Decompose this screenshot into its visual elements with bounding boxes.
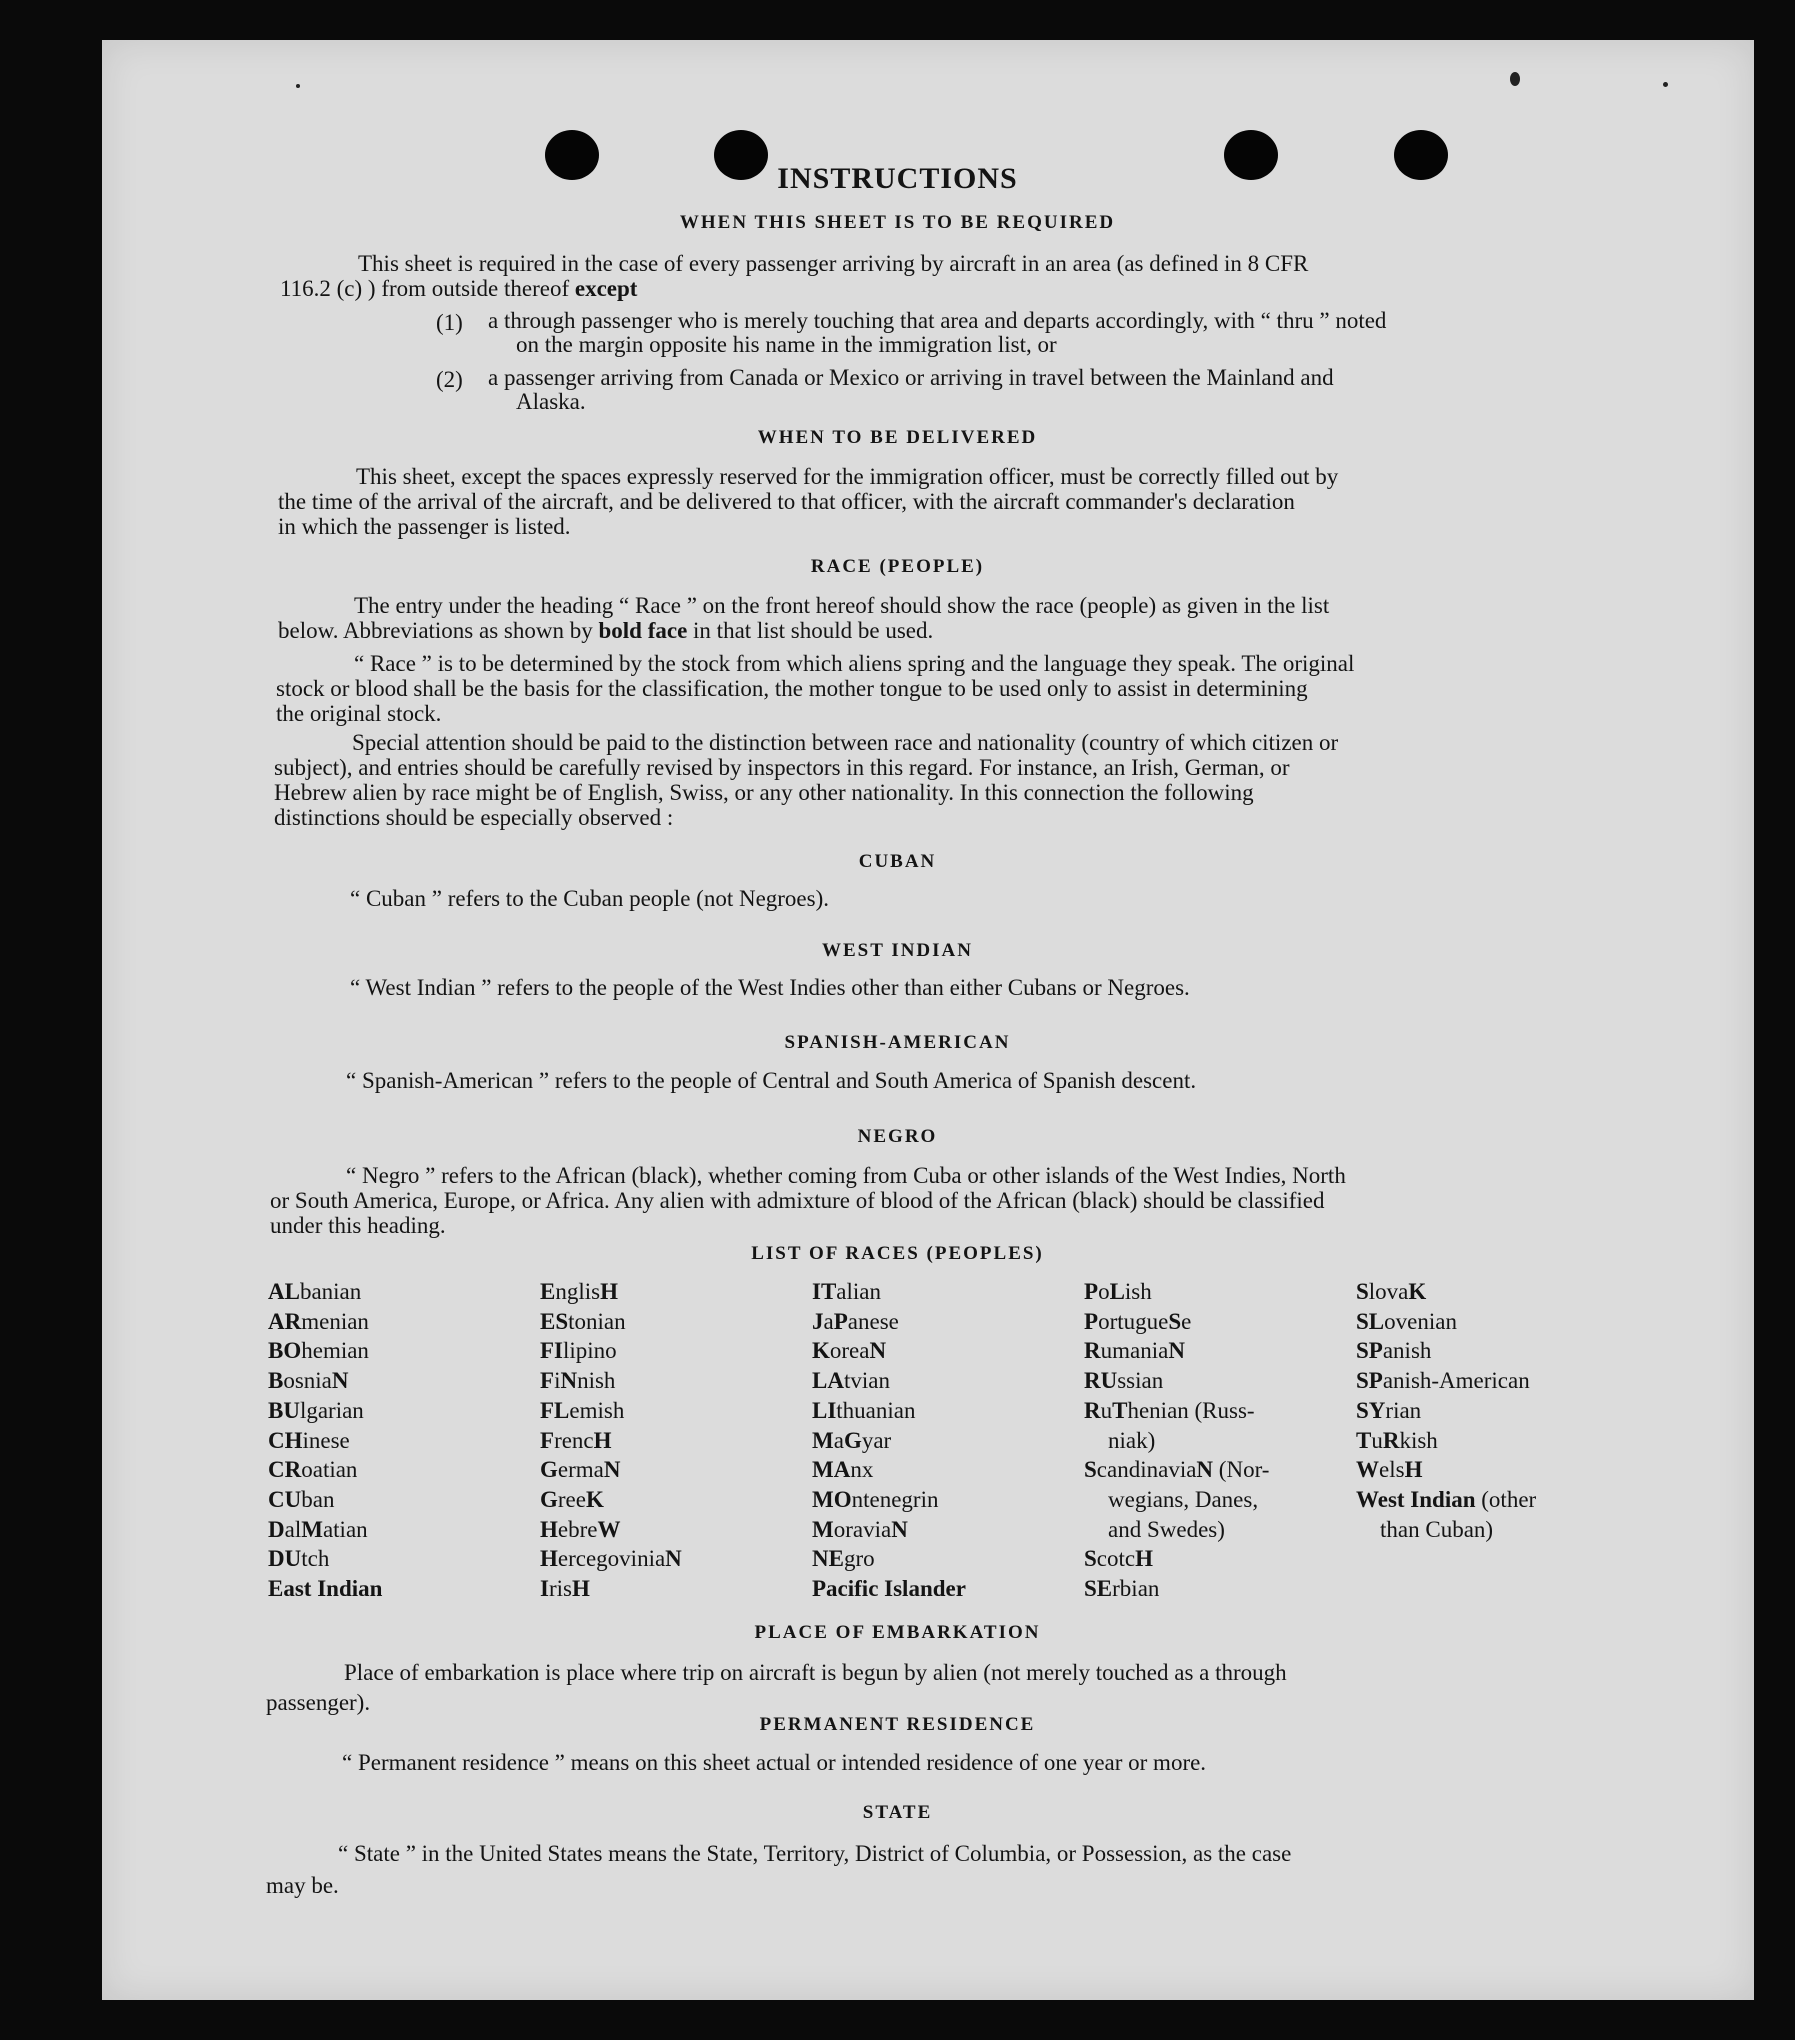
race-text: ebre <box>557 1516 598 1542</box>
race-list-item <box>1356 1515 1536 1545</box>
abbreviation-text: CR <box>268 1457 302 1483</box>
abbreviation-text: G <box>540 1486 558 1512</box>
abbreviation-text: R <box>1084 1397 1101 1423</box>
text-line: a through passenger who is merely touching that area and departs accordingly, with “ thru ” noted <box>488 308 1387 333</box>
text-line: This sheet is required in the case of every passenger arriving by aircraft in an area (as defined in 8 CFR <box>358 251 1309 276</box>
race-list-item <box>1356 1307 1536 1337</box>
section-heading-delivered: WHEN TO BE DELIVERED <box>757 427 1038 448</box>
text-line: passenger). <box>266 1690 371 1715</box>
race-text: e <box>1181 1308 1192 1334</box>
race-text: ris <box>548 1576 572 1602</box>
race-text: erma <box>557 1457 604 1483</box>
abbreviation-text: N <box>603 1457 621 1483</box>
race-list-item <box>268 1396 382 1426</box>
abbreviation-text: ES <box>540 1308 569 1334</box>
race-list-item <box>268 1277 382 1307</box>
race-list-item <box>268 1426 382 1456</box>
abbreviation-text: NE <box>812 1546 844 1572</box>
abbreviation-text: H <box>1404 1457 1423 1483</box>
race-text: lgarian <box>299 1397 364 1423</box>
abbreviation-text: M <box>301 1516 323 1542</box>
race-list-item <box>268 1485 382 1515</box>
section-heading-spanish-american: SPANISH-AMERICAN <box>784 1032 1011 1053</box>
race-text: renc <box>554 1427 594 1453</box>
text-line: subject), and entries should be carefully revised by inspectors in this regard. For instance, an Irish, German, or <box>274 755 1290 780</box>
race-text: nx <box>850 1457 874 1483</box>
race-text: banian <box>299 1279 362 1304</box>
race-text: than Cuban) <box>1380 1516 1494 1542</box>
text-line: 116.2 (c) ) from outside thereof <box>280 276 570 301</box>
abbreviation-text: B <box>268 1368 284 1394</box>
race-text: ree <box>557 1486 586 1512</box>
abbreviation-text: CH <box>268 1427 303 1453</box>
race-text: thuanian <box>836 1397 916 1423</box>
abbreviation-text: H <box>540 1516 558 1542</box>
race-text: hemian <box>301 1338 369 1364</box>
text-line: on the margin opposite his name in the immigration list, or <box>516 332 1057 357</box>
race-column-1 <box>268 1277 382 1604</box>
race-text: ortugue <box>1098 1308 1169 1334</box>
abbreviation-text: K <box>1408 1279 1427 1304</box>
race-list-item <box>540 1455 682 1485</box>
abbreviation-text: Pacific Islander <box>812 1576 966 1602</box>
section-heading-embarkation: PLACE OF EMBARKATION <box>754 1622 1041 1643</box>
race-paragraph-1 <box>278 593 1586 643</box>
abbreviation-text: N <box>560 1368 578 1394</box>
abbreviation-text: IT <box>812 1279 837 1304</box>
abbreviation-text: BU <box>268 1397 300 1423</box>
race-column-5 <box>1356 1277 1536 1544</box>
cuban-text: “ Cuban ” refers to the Cuban people (not Negroes). <box>350 886 830 911</box>
text-line: may be. <box>266 1873 339 1898</box>
race-text: osnia <box>283 1368 332 1394</box>
race-text: anish <box>1382 1338 1432 1364</box>
abbreviation-text: SL <box>1356 1308 1385 1334</box>
race-text: (Nor- <box>1213 1457 1270 1483</box>
bold-text: bold face <box>598 618 688 643</box>
race-text: rbian <box>1112 1576 1160 1602</box>
race-text: a <box>833 1427 844 1453</box>
abbreviation-text: T <box>1112 1397 1128 1423</box>
abbreviation-text: G <box>843 1427 862 1453</box>
race-text: niak) <box>1108 1427 1156 1453</box>
race-list-item <box>812 1574 966 1604</box>
race-list-item <box>1084 1544 1269 1574</box>
race-list-item <box>1356 1277 1536 1307</box>
speck <box>1510 72 1520 86</box>
abbreviation-text: West Indian <box>1356 1486 1476 1512</box>
abbreviation-text: SP <box>1356 1338 1383 1364</box>
abbreviation-text: MA <box>812 1457 851 1483</box>
abbreviation-text: T <box>1356 1427 1372 1453</box>
speck <box>296 84 300 88</box>
race-list-item <box>1084 1336 1269 1366</box>
text-line: stock or blood shall be the basis for the classification, the mother tongue to be used only to assist in determining <box>276 676 1308 701</box>
race-list-item <box>268 1307 382 1337</box>
race-list-item <box>540 1366 682 1396</box>
text-line: Special attention should be paid to the distinction between race and nationality (country of which citizen or <box>352 730 1339 755</box>
item-number: (1) <box>436 310 463 335</box>
race-text: u <box>1371 1427 1383 1453</box>
race-text: inese <box>302 1427 350 1453</box>
negro-text <box>270 1163 1580 1238</box>
abbreviation-text: P <box>1084 1279 1099 1304</box>
section-heading-state: STATE <box>862 1802 933 1823</box>
abbreviation-text: H <box>600 1279 618 1304</box>
abbreviation-text: L <box>1109 1279 1125 1304</box>
abbreviation-text: LI <box>812 1397 837 1423</box>
abbreviation-text: K <box>812 1338 830 1364</box>
race-text: nish <box>577 1368 616 1394</box>
race-list-item <box>1084 1277 1269 1307</box>
abbreviation-text: E <box>540 1279 556 1304</box>
text-line: the original stock. <box>276 701 442 726</box>
section-heading-negro: NEGRO <box>857 1126 938 1147</box>
abbreviation-text: SP <box>1356 1368 1383 1394</box>
race-list-item <box>1084 1515 1269 1545</box>
abbreviation-text: M <box>812 1427 834 1453</box>
race-text: henian (Russ- <box>1127 1397 1255 1423</box>
abbreviation-text: East Indian <box>268 1576 383 1602</box>
race-text: alian <box>836 1279 881 1304</box>
text-line: “ Race ” is to be determined by the stock from which aliens spring and the language they speak. The original <box>354 651 1355 676</box>
abbreviation-text: D <box>268 1516 285 1542</box>
race-text: tvian <box>843 1368 890 1394</box>
abbreviation-text: S <box>1084 1457 1097 1483</box>
race-list-item <box>812 1426 966 1456</box>
abbreviation-text: AL <box>268 1279 300 1304</box>
race-list-item <box>268 1544 382 1574</box>
race-text: (other <box>1475 1486 1537 1512</box>
abbreviation-text: P <box>833 1308 848 1334</box>
race-text: al <box>284 1516 302 1542</box>
race-text: ovenian <box>1384 1308 1457 1334</box>
abbreviation-text: FL <box>540 1397 570 1423</box>
race-column-3 <box>812 1277 966 1604</box>
abbreviation-text: R <box>1084 1338 1101 1364</box>
text-line: in that list should be used. <box>693 618 934 643</box>
race-text: u <box>1100 1397 1113 1423</box>
abbreviation-text: F <box>540 1427 555 1453</box>
race-list-item <box>540 1396 682 1426</box>
abbreviation-text: G <box>540 1457 558 1483</box>
race-list-item <box>812 1366 966 1396</box>
text-line: under this heading. <box>270 1213 446 1238</box>
race-text: ntenegrin <box>851 1486 939 1512</box>
abbreviation-text: AR <box>268 1308 302 1334</box>
abbreviation-text: FI <box>540 1338 563 1364</box>
race-text: kish <box>1399 1427 1438 1453</box>
abbreviation-text: K <box>585 1486 604 1512</box>
race-list-item <box>1356 1396 1536 1426</box>
abbreviation-text: BO <box>268 1338 302 1364</box>
race-text: lova <box>1368 1279 1409 1304</box>
race-text: els <box>1379 1457 1405 1483</box>
race-text: oravia <box>833 1516 892 1542</box>
abbreviation-text: MO <box>812 1486 852 1512</box>
section-heading-list: LIST OF RACES (PEOPLES) <box>751 1243 1044 1264</box>
text-line: “ State ” in the United States means the State, Territory, District of Columbia, or Possession, as the case <box>338 1841 1292 1866</box>
race-text: ercegovinia <box>557 1546 666 1572</box>
race-list-item <box>1356 1366 1536 1396</box>
abbreviation-text: H <box>540 1546 558 1572</box>
race-text: a <box>823 1308 834 1334</box>
race-text: ish <box>1124 1279 1152 1304</box>
race-list-item <box>540 1336 682 1366</box>
abbreviation-text: RU <box>1084 1368 1118 1394</box>
item-number: (2) <box>436 367 463 392</box>
race-text: and Swedes) <box>1108 1516 1225 1542</box>
race-list-item <box>1356 1485 1536 1515</box>
abbreviation-text: CU <box>268 1486 302 1512</box>
race-list-item <box>540 1426 682 1456</box>
race-list-item <box>540 1307 682 1337</box>
race-text: tonian <box>568 1308 626 1334</box>
abbreviation-text: S <box>1356 1279 1369 1304</box>
residence-text: “ Permanent residence ” means on this sheet actual or intended residence of one year or more. <box>342 1750 1207 1775</box>
west-indian-text: “ West Indian ” refers to the people of the West Indies other than either Cubans or Negroes. <box>350 975 1190 1000</box>
race-text: emish <box>569 1397 625 1423</box>
text-line: This sheet, except the spaces expressly reserved for the immigration officer, must be correctly filled out by <box>356 464 1339 489</box>
race-list-item <box>540 1544 682 1574</box>
race-list-item <box>812 1307 966 1337</box>
bold-text: except <box>574 276 638 301</box>
race-text: lipino <box>563 1338 617 1364</box>
text-line: distinctions should be especially observed : <box>274 805 674 830</box>
delivered-text <box>278 464 1586 539</box>
race-paragraph-3 <box>274 730 1584 830</box>
abbreviation-text: N <box>1168 1338 1185 1364</box>
required-item-2 <box>488 366 1590 414</box>
abbreviation-text: S <box>1168 1308 1182 1334</box>
abbreviation-text: P <box>1084 1308 1099 1334</box>
race-column-2 <box>540 1277 682 1604</box>
race-list-item <box>1084 1455 1269 1485</box>
abbreviation-text: N <box>891 1516 908 1542</box>
text-line: or South America, Europe, or Africa. Any alien with admixture of blood of the African (black) should be classified <box>270 1188 1325 1213</box>
abbreviation-text: F <box>540 1368 555 1394</box>
race-list-item <box>1084 1307 1269 1337</box>
race-list-item <box>540 1515 682 1545</box>
abbreviation-text: LA <box>812 1368 844 1394</box>
race-list-item <box>268 1455 382 1485</box>
race-paragraph-2 <box>276 651 1586 726</box>
race-text: anish-American <box>1382 1368 1530 1394</box>
race-text: i <box>554 1368 561 1394</box>
abbreviation-text: W <box>1356 1457 1379 1483</box>
abbreviation-text: N <box>331 1368 349 1394</box>
required-item-1 <box>488 309 1590 357</box>
text-line: in which the passenger is listed. <box>278 514 571 539</box>
race-list-item <box>812 1396 966 1426</box>
abbreviation-text: J <box>812 1308 824 1334</box>
race-list-item <box>540 1574 682 1604</box>
race-text: cotc <box>1096 1546 1136 1572</box>
race-list-item <box>540 1277 682 1307</box>
race-text: gro <box>843 1546 875 1572</box>
race-list-item <box>268 1515 382 1545</box>
race-list-item <box>1084 1366 1269 1396</box>
text-line: Alaska. <box>516 389 586 414</box>
text-line: “ Negro ” refers to the African (black), whether coming from Cuba or other islands of the West Indies, North <box>346 1163 1346 1188</box>
abbreviation-text: H <box>571 1576 590 1602</box>
race-list-item <box>1356 1455 1536 1485</box>
speck <box>1663 82 1668 87</box>
race-list-item <box>812 1515 966 1545</box>
required-intro <box>280 251 1620 301</box>
abbreviation-text: N <box>869 1338 887 1364</box>
section-heading-residence: PERMANENT RESIDENCE <box>759 1714 1036 1735</box>
embarkation-text <box>266 1658 1576 1718</box>
race-list-item <box>1084 1396 1269 1426</box>
race-list-item <box>1084 1426 1269 1456</box>
race-text: atian <box>322 1516 368 1542</box>
text-line: Place of embarkation is place where trip on aircraft is begun by alien (not merely touched as a through <box>344 1660 1287 1685</box>
race-list-item <box>1084 1574 1269 1604</box>
text-line: below. Abbreviations as shown by <box>278 618 593 643</box>
race-text: ban <box>301 1486 335 1512</box>
abbreviation-text: R <box>1382 1427 1400 1453</box>
text-line: the time of the arrival of the aircraft, and be delivered to that officer, with the aircraft commander's declaration <box>278 489 1295 514</box>
race-list-item <box>268 1336 382 1366</box>
abbreviation-text: N <box>1196 1457 1214 1483</box>
race-text: ssian <box>1117 1368 1164 1394</box>
race-list-item <box>1356 1336 1536 1366</box>
race-list-item <box>268 1574 382 1604</box>
race-column-4 <box>1084 1277 1269 1604</box>
race-list-item <box>812 1485 966 1515</box>
abbreviation-text: I <box>540 1576 549 1602</box>
abbreviation-text: H <box>1135 1546 1153 1572</box>
section-heading-cuban: CUBAN <box>858 851 937 872</box>
race-text: rian <box>1385 1397 1422 1423</box>
race-text: menian <box>301 1308 369 1334</box>
abbreviation-text: W <box>597 1516 621 1542</box>
race-text: o <box>1098 1279 1110 1304</box>
text-line: Hebrew alien by race might be of English, Swiss, or any other nationality. In this connection the following <box>274 780 1254 805</box>
abbreviation-text: S <box>1084 1546 1097 1572</box>
race-text: wegians, Danes, <box>1108 1486 1259 1512</box>
race-list-item <box>540 1485 682 1515</box>
spanish-american-text: “ Spanish-American ” refers to the people of Central and South America of Spanish descent. <box>346 1068 1197 1093</box>
abbreviation-text: H <box>593 1427 612 1453</box>
race-list-item <box>812 1544 966 1574</box>
abbreviation-text: DU <box>268 1546 302 1572</box>
race-text: candinavia <box>1096 1457 1197 1483</box>
abbreviation-text: N <box>665 1546 682 1572</box>
abbreviation-text: SY <box>1356 1397 1386 1423</box>
race-text: umania <box>1100 1338 1169 1364</box>
page-title: INSTRUCTIONS <box>777 162 1018 195</box>
race-text: orea <box>829 1338 870 1364</box>
state-text <box>266 1838 1576 1902</box>
race-list-item <box>812 1277 966 1307</box>
race-text: yar <box>861 1427 892 1453</box>
race-list-item <box>812 1455 966 1485</box>
race-list-item <box>812 1336 966 1366</box>
race-text: tch <box>301 1546 330 1572</box>
race-list-item <box>268 1366 382 1396</box>
race-text: nglis <box>555 1279 601 1304</box>
section-heading-race: RACE (PEOPLE) <box>810 556 985 577</box>
text-line: a passenger arriving from Canada or Mexico or arriving in travel between the Mainland and <box>488 365 1334 390</box>
abbreviation-text: SE <box>1084 1576 1113 1602</box>
race-list-item <box>1356 1426 1536 1456</box>
race-text: oatian <box>301 1457 358 1483</box>
section-heading-required: WHEN THIS SHEET IS TO BE REQUIRED <box>679 212 1116 233</box>
race-text: anese <box>847 1308 899 1334</box>
text-line: The entry under the heading “ Race ” on the front hereof should show the race (people) as given in the list <box>354 593 1330 618</box>
section-heading-west-indian: WEST INDIAN <box>822 940 973 961</box>
race-list-item <box>1084 1485 1269 1515</box>
abbreviation-text: M <box>812 1516 834 1542</box>
